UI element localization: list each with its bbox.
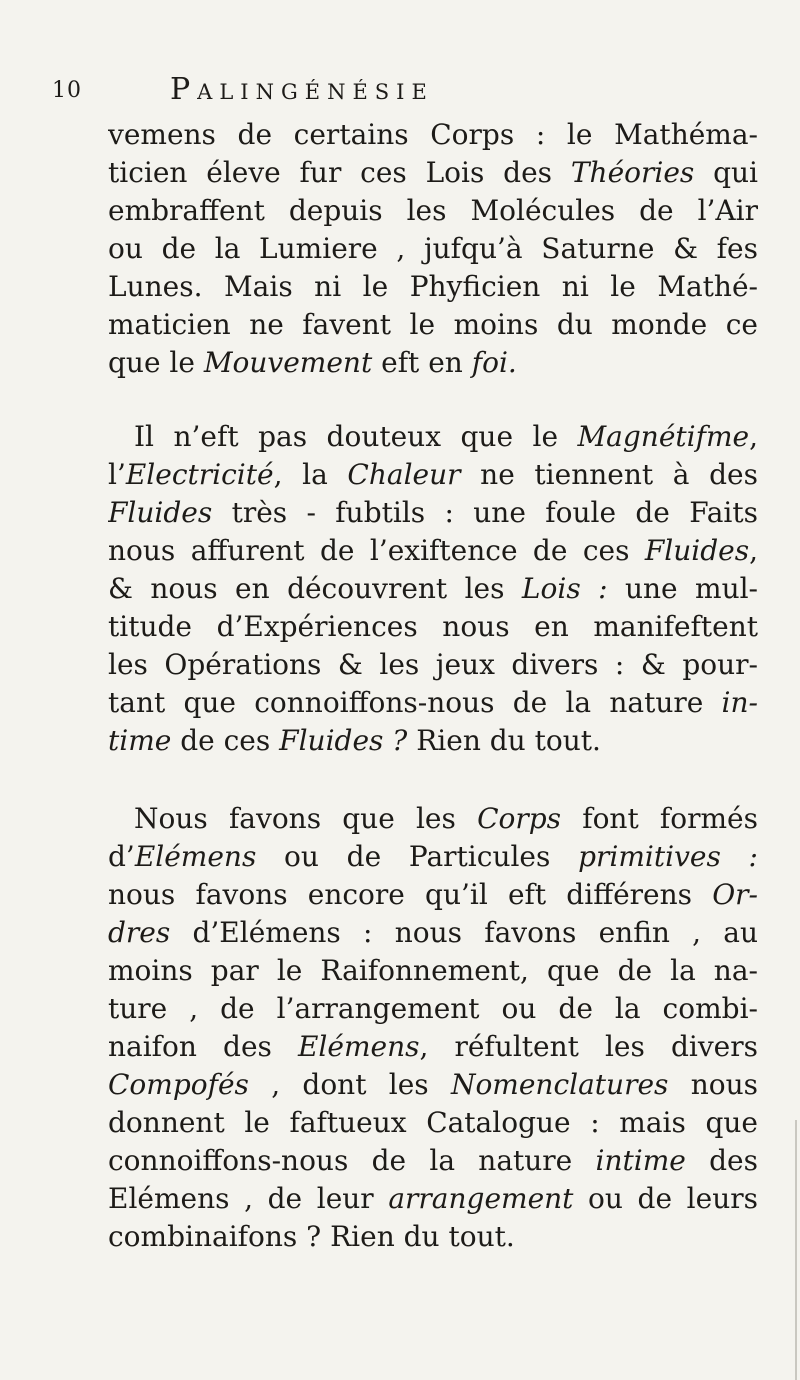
text-segment: connoiffons-nous de la nature: [108, 1144, 596, 1177]
text-segment: Rien du tout.: [407, 724, 601, 757]
italic-text: primitives :: [578, 840, 758, 873]
text-segment: titude d’Expériences nous en manifeftent: [108, 610, 758, 643]
italic-text: intime: [595, 1144, 686, 1177]
text-segment: moins par le Raifonnement, que de la na-: [108, 954, 758, 987]
text-line: [108, 1218, 758, 1256]
paragraph-1: [108, 116, 758, 382]
italic-text: Compofés: [108, 1068, 249, 1101]
text-segment: eft en: [372, 346, 472, 379]
italic-text: Lois :: [521, 572, 608, 605]
text-segment: ou de la Lumiere , jufqu’à Saturne & fes: [108, 232, 758, 265]
italic-text: Elémens: [297, 1030, 420, 1063]
text-segment: ture , de l’arrangement ou de la combi-: [108, 992, 758, 1025]
text-segment: ,: [749, 420, 758, 453]
text-line: [108, 876, 758, 914]
text-segment: d’Elémens : nous favons enfin , au: [170, 916, 758, 949]
paragraph-3: [108, 800, 758, 1256]
text-segment: une mul-: [607, 572, 758, 605]
text-line: [108, 570, 758, 608]
text-segment: de ces: [171, 724, 280, 757]
italic-text: time: [108, 724, 172, 757]
italic-text: Nomenclatures: [450, 1068, 669, 1101]
text-segment: nous favons encore qu’il eft différens: [108, 878, 713, 911]
page-edge-mark: [795, 1120, 797, 1380]
text-segment: ,: [749, 534, 758, 567]
text-segment: tant que connoiffons-nous de la nature: [108, 686, 722, 719]
text-line: [108, 532, 758, 570]
text-segment: , réfultent les divers: [419, 1030, 758, 1063]
text-segment: vemens de certains Corps : le Mathéma-: [108, 118, 758, 151]
text-segment: qui: [694, 156, 758, 189]
text-segment: des: [685, 1144, 758, 1177]
text-segment: , dont les: [248, 1068, 451, 1101]
body-text: [108, 116, 758, 1256]
text-segment: , la: [273, 458, 348, 491]
text-segment: d’: [108, 840, 135, 873]
page-number: 10: [52, 78, 82, 103]
text-segment: naifon des: [108, 1030, 298, 1063]
text-segment: Nous favons que les: [134, 802, 478, 835]
text-segment: embraffent depuis les Molécules de l’Air: [108, 194, 758, 227]
text-line: [108, 608, 758, 646]
text-segment: font formés: [561, 802, 758, 835]
italic-text: foi.: [471, 346, 517, 379]
text-line: [108, 800, 758, 838]
text-segment: les Opérations & les jeux divers : & pour-: [108, 648, 758, 681]
text-segment: & nous en découvrent les: [108, 572, 522, 605]
text-line: [108, 154, 758, 192]
text-line: [108, 952, 758, 990]
italic-text: in-: [721, 686, 758, 719]
text-segment: maticien ne favent le moins du monde ce: [108, 308, 758, 341]
text-segment: donnent le faftueux Catalogue : mais que: [108, 1106, 758, 1139]
italic-text: Electricité: [125, 458, 274, 491]
text-line: [108, 1142, 758, 1180]
text-segment: très - fubtils : une foule de Faits: [212, 496, 758, 529]
text-line: [108, 494, 758, 532]
italic-text: dres: [108, 916, 171, 949]
text-line: [108, 1028, 758, 1066]
text-segment: l’: [108, 458, 126, 491]
text-segment: Il n’eft pas douteux que le: [134, 420, 578, 453]
italic-text: arrangement: [388, 1182, 574, 1215]
text-segment: ne tiennent à des: [460, 458, 758, 491]
italic-text: Fluides: [108, 496, 213, 529]
text-line: [108, 418, 758, 456]
text-line: [108, 722, 758, 760]
italic-text: Fluides: [644, 534, 750, 567]
text-line: [108, 684, 758, 722]
text-line: [108, 990, 758, 1028]
italic-text: Chaleur: [347, 458, 461, 491]
text-line: [108, 1066, 758, 1104]
italic-text: Fluides ?: [279, 724, 408, 757]
text-line: [108, 192, 758, 230]
italic-text: Elémens: [134, 840, 257, 873]
text-segment: Elémens , de leur: [108, 1182, 389, 1215]
text-line: [108, 646, 758, 684]
text-line: [108, 230, 758, 268]
running-title: Palingénésie: [170, 72, 434, 107]
text-segment: que le: [108, 346, 204, 379]
text-segment: nous affurent de l’exiftence de ces: [108, 534, 645, 567]
text-line: [108, 116, 758, 154]
text-line: [108, 344, 758, 382]
text-segment: ou de leurs: [573, 1182, 758, 1215]
page-header: [52, 72, 752, 112]
text-line: [108, 306, 758, 344]
text-line: [108, 456, 758, 494]
text-line: [108, 1104, 758, 1142]
text-segment: Lunes. Mais ni le Phyficien ni le Mathé-: [108, 270, 758, 303]
text-line: [108, 838, 758, 876]
text-line: [108, 914, 758, 952]
italic-text: Mouvement: [203, 346, 373, 379]
text-segment: nous: [668, 1068, 758, 1101]
italic-text: Magnétifme: [577, 420, 750, 453]
text-segment: ou de Particules: [256, 840, 579, 873]
text-segment: combinaifons ? Rien du tout.: [108, 1220, 515, 1253]
paragraph-2: [108, 418, 758, 760]
italic-text: Théories: [570, 156, 695, 189]
text-segment: ticien éleve fur ces Lois des: [108, 156, 571, 189]
text-line: [108, 1180, 758, 1218]
text-line: [108, 268, 758, 306]
italic-text: Corps: [477, 802, 562, 835]
italic-text: Or-: [712, 878, 758, 911]
